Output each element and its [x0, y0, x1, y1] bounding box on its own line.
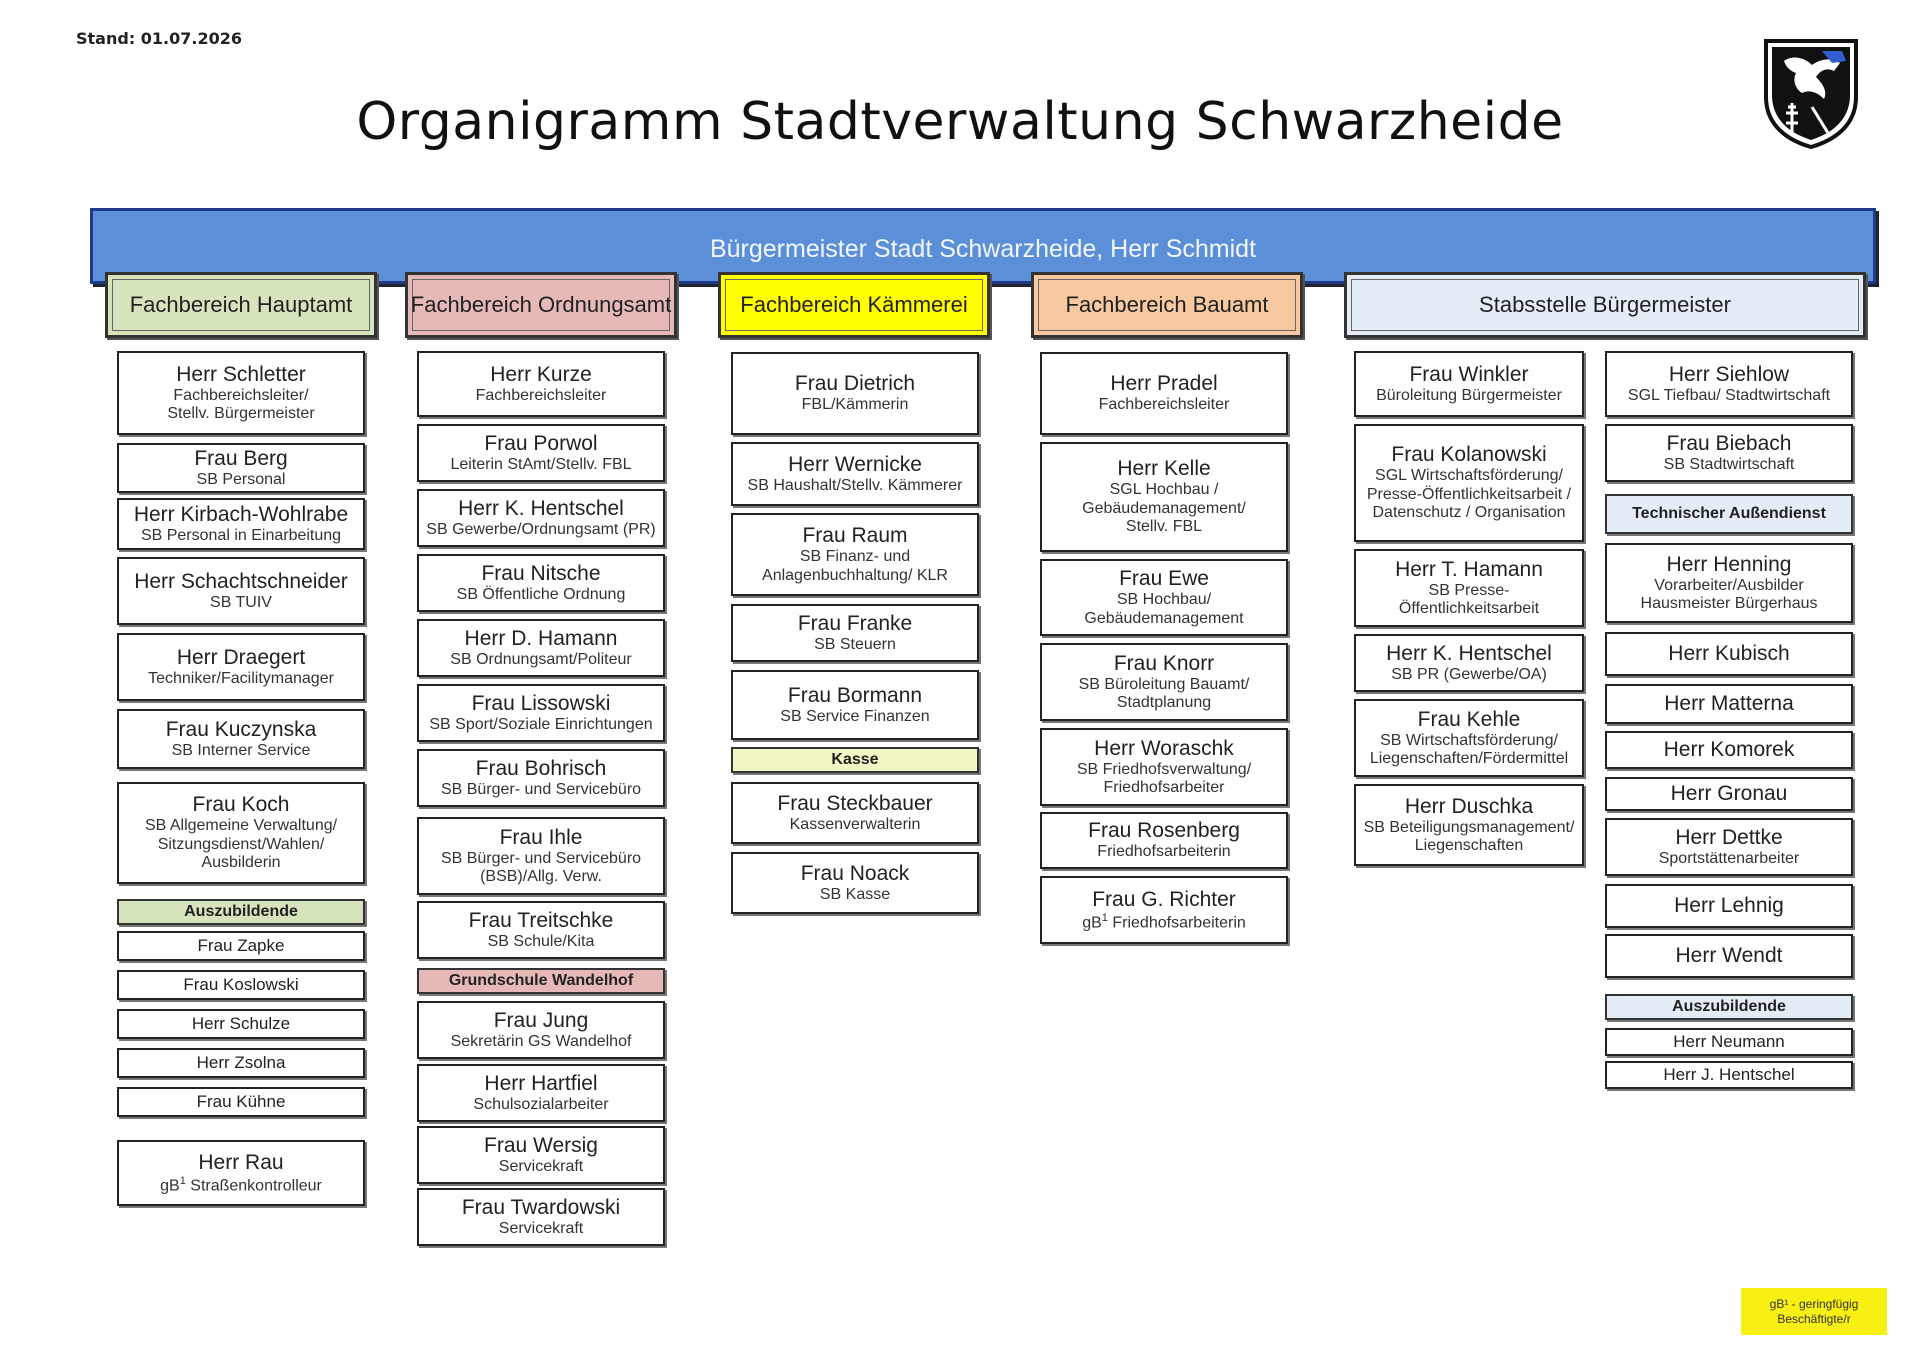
- person-box: [417, 489, 665, 547]
- person-role: SB Finanz- und: [799, 548, 911, 566]
- person-name: Frau Biebach: [1666, 431, 1792, 455]
- person-name: Frau Kühne: [196, 1092, 286, 1112]
- person-role: Hausmeister Bürgerhaus: [1640, 595, 1818, 613]
- person-box: [417, 1064, 665, 1122]
- person-name: Herr Duschka: [1404, 794, 1534, 818]
- section-header: Kasse: [731, 747, 979, 773]
- person-name: Herr Kelle: [1117, 457, 1211, 481]
- person-box: [117, 1087, 365, 1117]
- stand-date: Stand: 01.07.2026: [76, 29, 242, 48]
- person-name: Frau Kolanowski: [1391, 443, 1547, 467]
- legend-line: Beschäftigte/r: [1777, 1311, 1851, 1326]
- person-role: SB Schule/Kita: [487, 932, 595, 950]
- person-box: [117, 443, 365, 493]
- person-role: SB Presse-: [1428, 581, 1510, 599]
- person-box: [417, 749, 665, 807]
- person-role: Sitzungsdienst/Wahlen/: [157, 835, 325, 853]
- person-name: Herr T. Hamann: [1395, 557, 1543, 581]
- person-role: Straßenkontrolleur: [190, 1177, 322, 1195]
- person-name: Frau Twardowski: [461, 1195, 621, 1219]
- person-role: SB Öffentliche Ordnung: [456, 585, 626, 603]
- person-name: Herr Kubisch: [1668, 641, 1790, 665]
- person-name: Herr Zsolna: [196, 1053, 286, 1073]
- person-name: Frau Zapke: [197, 936, 285, 956]
- person-name: Frau Ihle: [499, 825, 583, 849]
- mayor-label: Bürgermeister Stadt Schwarzheide, Herr Schmidt: [709, 235, 1257, 263]
- person-name: Frau Lissowski: [471, 691, 611, 715]
- person-box: [117, 782, 365, 884]
- person-role: Datenschutz / Organisation: [1372, 504, 1566, 522]
- person-box: [1354, 634, 1584, 692]
- person-box: [731, 670, 979, 740]
- person-box: [731, 852, 979, 914]
- person-role: Friedhofsarbeiterin: [1112, 914, 1246, 932]
- person-role: SGL Hochbau /: [1109, 481, 1219, 499]
- section-header: Auszubildende: [117, 899, 365, 925]
- dept-ordnungsamt: [405, 272, 677, 338]
- person-name: Frau Knorr: [1113, 651, 1215, 675]
- person-box: [1605, 1028, 1853, 1056]
- person-name: Herr Kurze: [490, 362, 592, 386]
- person-name: Herr Gronau: [1670, 781, 1788, 805]
- person-box: [1605, 934, 1853, 978]
- gb-sup: 1: [179, 1174, 186, 1187]
- person-box: [1354, 784, 1584, 866]
- person-box: [1040, 559, 1288, 636]
- person-box: [731, 442, 979, 506]
- person-role: FBL/Kämmerin: [801, 396, 909, 414]
- person-name: Herr Dettke: [1675, 825, 1783, 849]
- person-role: Fachbereichsleiter/: [173, 386, 309, 404]
- legend-line: gB¹ - geringfügig: [1769, 1297, 1859, 1312]
- person-role: SB Gewerbe/Ordnungsamt (PR): [426, 520, 656, 538]
- person-name: Herr Draegert: [176, 645, 306, 669]
- person-role: SB Service Finanzen: [780, 707, 930, 725]
- person-box: [417, 901, 665, 959]
- person-role: SB Sport/Soziale Einrichtungen: [429, 715, 653, 733]
- person-role: SB Friedhofsverwaltung/: [1076, 760, 1252, 778]
- person-name: Herr Komorek: [1663, 737, 1795, 761]
- person-box: [1605, 884, 1853, 928]
- gb-sup: 1: [1101, 911, 1108, 924]
- person-name: Herr Rau: [198, 1150, 284, 1174]
- person-box: [1040, 643, 1288, 721]
- person-role: Vorarbeiter/Ausbilder: [1654, 576, 1804, 594]
- person-role-line: [119, 1175, 363, 1196]
- dept-kaemmerei: [718, 272, 990, 338]
- person-role: Liegenschaften/Fördermittel: [1369, 750, 1569, 768]
- person-role: SB Haushalt/Stellv. Kämmerer: [747, 476, 963, 494]
- person-name: Frau Koch: [192, 793, 290, 817]
- person-role: SB Stadtwirtschaft: [1663, 455, 1795, 473]
- coat-of-arms-icon: [1762, 37, 1860, 149]
- person-role: SB Bürger- und Servicebüro: [440, 780, 642, 798]
- dept-hauptamt: [105, 272, 377, 338]
- person-role: SGL Wirtschaftsförderung/: [1375, 467, 1563, 485]
- person-role: SGL Tiefbau/ Stadtwirtschaft: [1627, 386, 1831, 404]
- person-name: Frau Ewe: [1119, 567, 1209, 591]
- person-name: Frau Kehle: [1417, 707, 1521, 731]
- person-role: SB TUIV: [210, 593, 272, 611]
- person-box: [117, 970, 365, 1000]
- dept-bauamt-label: Fachbereich Bauamt: [1065, 292, 1269, 317]
- person-box: [1605, 543, 1853, 623]
- person-box: [1605, 1061, 1853, 1089]
- gb-prefix: gB: [160, 1177, 180, 1195]
- person-name: Frau Bormann: [787, 683, 923, 707]
- legend-note: [1741, 1288, 1887, 1335]
- person-role: Stellv. Bürgermeister: [167, 405, 315, 423]
- person-role: Leiterin StAmt/Stellv. FBL: [450, 455, 632, 473]
- person-box: [1605, 777, 1853, 811]
- person-role: Servicekraft: [498, 1157, 584, 1175]
- person-box: [1040, 352, 1288, 435]
- person-role: SB Bürger- und Servicebüro: [440, 849, 642, 867]
- person-role: SB Büroleitung Bauamt/: [1078, 675, 1250, 693]
- section-header: Grundschule Wandelhof: [417, 968, 665, 994]
- person-box: [117, 931, 365, 961]
- person-box: [117, 498, 365, 550]
- person-role: SB Allgemeine Verwaltung/: [144, 817, 338, 835]
- person-name: Frau Berg: [194, 446, 288, 470]
- person-box: [417, 1001, 665, 1059]
- person-role: Gebäudemanagement/: [1082, 499, 1246, 517]
- person-name: Frau Wersig: [484, 1133, 598, 1157]
- person-name: Frau Franke: [797, 611, 913, 635]
- person-name: Herr Schachtschneider: [134, 569, 348, 593]
- person-role: Friedhofsarbeiter: [1103, 779, 1225, 797]
- person-name: Herr Wernicke: [788, 452, 922, 476]
- person-box: [1354, 351, 1584, 417]
- person-name: Herr Kirbach-Wohlrabe: [133, 502, 349, 526]
- person-role: Fachbereichsleiter: [1098, 396, 1230, 414]
- person-box: [1354, 424, 1584, 542]
- person-role: SB PR (Gewerbe/OA): [1391, 665, 1547, 683]
- person-role: SB Kasse: [819, 885, 891, 903]
- person-box: [1354, 549, 1584, 627]
- person-role: Ausbilderin: [201, 854, 281, 872]
- person-role: Stadtplanung: [1116, 694, 1212, 712]
- person-name: Herr Siehlow: [1668, 362, 1790, 386]
- page-title: Organigramm Stadtverwaltung Schwarzheide: [356, 92, 1564, 152]
- person-box: [1605, 684, 1853, 724]
- person-role: Presse-Öffentlichkeitsarbeit /: [1366, 485, 1572, 503]
- dept-stabsstelle-label: Stabsstelle Bürgermeister: [1479, 292, 1731, 317]
- person-role: Stellv. FBL: [1125, 518, 1203, 536]
- person-name: Herr Wendt: [1675, 943, 1783, 967]
- person-name: Frau Nitsche: [481, 561, 601, 585]
- person-name: Herr Schulze: [191, 1014, 291, 1034]
- person-box: [731, 604, 979, 662]
- person-box: [731, 352, 979, 435]
- person-role: SB Hochbau/: [1116, 591, 1212, 609]
- person-name: Frau Jung: [493, 1008, 589, 1032]
- person-name: Herr J. Hentschel: [1663, 1065, 1795, 1085]
- person-role: SB Ordnungsamt/Politeur: [450, 650, 632, 668]
- person-role: Anlagenbuchhaltung/ KLR: [762, 566, 948, 584]
- dept-hauptamt-label: Fachbereich Hauptamt: [129, 292, 353, 317]
- person-role: SB Personal: [196, 470, 286, 488]
- person-box: [417, 1126, 665, 1184]
- person-box: [1040, 876, 1288, 944]
- person-name: Herr Matterna: [1664, 691, 1794, 715]
- section-header: Technischer Außendienst: [1605, 494, 1853, 534]
- person-role: Friedhofsarbeiterin: [1097, 843, 1231, 861]
- person-box: [1605, 424, 1853, 482]
- gb-prefix: gB: [1082, 914, 1102, 932]
- person-name: Frau Treitschke: [468, 908, 614, 932]
- person-box: [1605, 731, 1853, 769]
- person-box: [1040, 442, 1288, 552]
- dept-bauamt: [1031, 272, 1303, 338]
- person-name: Frau Dietrich: [794, 372, 916, 396]
- person-role: Kassenverwalterin: [789, 815, 921, 833]
- person-name: Herr Neumann: [1673, 1032, 1785, 1052]
- person-box: [1605, 632, 1853, 676]
- person-box: [417, 684, 665, 742]
- person-role: (BSB)/Allg. Verw.: [480, 868, 602, 886]
- person-box: [117, 1140, 365, 1206]
- person-box: [417, 817, 665, 895]
- person-role: SB Wirtschaftsförderung/: [1380, 731, 1558, 749]
- person-box: [417, 351, 665, 417]
- person-role: Öffentlichkeitsarbeit: [1398, 600, 1540, 618]
- person-name: Herr K. Hentschel: [1386, 641, 1552, 665]
- person-name: Herr D. Hamann: [464, 626, 618, 650]
- person-box: [417, 424, 665, 482]
- person-box: [117, 1009, 365, 1039]
- person-name: Herr Woraschk: [1094, 736, 1234, 760]
- person-role: Liegenschaften: [1414, 837, 1524, 855]
- person-name: Herr Pradel: [1110, 372, 1218, 396]
- person-role: Servicekraft: [498, 1219, 584, 1237]
- person-box: [1605, 818, 1853, 876]
- person-box: [731, 513, 979, 596]
- person-box: [117, 709, 365, 769]
- dept-ordnungsamt-label: Fachbereich Ordnungsamt: [410, 292, 672, 317]
- person-name: Herr Schletter: [176, 362, 306, 386]
- person-role-line: [1042, 912, 1286, 933]
- person-name: Frau Steckbauer: [777, 791, 933, 815]
- person-name: Frau Bohrisch: [475, 756, 607, 780]
- person-box: [417, 554, 665, 612]
- person-box: [417, 1188, 665, 1246]
- person-name: Frau Porwol: [484, 431, 598, 455]
- person-box: [1040, 728, 1288, 806]
- person-role: Büroleitung Bürgermeister: [1376, 386, 1562, 404]
- person-role: Fachbereichsleiter: [475, 386, 607, 404]
- person-role: Sportstättenarbeiter: [1658, 849, 1800, 867]
- person-role: Techniker/Facilitymanager: [148, 669, 334, 687]
- person-name: Frau G. Richter: [1092, 887, 1236, 911]
- person-box: [117, 633, 365, 701]
- person-box: [1605, 351, 1853, 417]
- person-box: [117, 351, 365, 435]
- person-name: Frau Rosenberg: [1088, 819, 1240, 843]
- person-box: [731, 782, 979, 844]
- person-role: SB Steuern: [814, 635, 896, 653]
- person-name: Frau Winkler: [1409, 362, 1529, 386]
- person-name: Herr K. Hentschel: [458, 496, 624, 520]
- person-role: SB Beteiligungsmanagement/: [1363, 818, 1575, 836]
- person-box: [117, 1048, 365, 1078]
- person-name: Herr Henning: [1666, 552, 1792, 576]
- person-name: Frau Kuczynska: [165, 717, 317, 741]
- person-role: SB Interner Service: [171, 741, 311, 759]
- person-role: Schulsozialarbeiter: [473, 1095, 609, 1113]
- person-name: Frau Koslowski: [183, 975, 299, 995]
- person-name: Herr Lehnig: [1674, 893, 1784, 917]
- person-name: Herr Hartfiel: [484, 1071, 598, 1095]
- person-name: Frau Raum: [802, 524, 908, 548]
- person-box: [1040, 812, 1288, 869]
- person-role: SB Personal in Einarbeitung: [140, 526, 342, 544]
- person-box: [417, 619, 665, 677]
- person-box: [117, 557, 365, 625]
- person-role: Gebäudemanagement: [1084, 609, 1244, 627]
- dept-stabsstelle: [1344, 272, 1866, 338]
- dept-kaemmerei-label: Fachbereich Kämmerei: [740, 292, 968, 317]
- section-header: Auszubildende: [1605, 994, 1853, 1020]
- person-box: [1354, 699, 1584, 777]
- person-role: Sekretärin GS Wandelhof: [450, 1032, 632, 1050]
- person-name: Frau Noack: [800, 861, 910, 885]
